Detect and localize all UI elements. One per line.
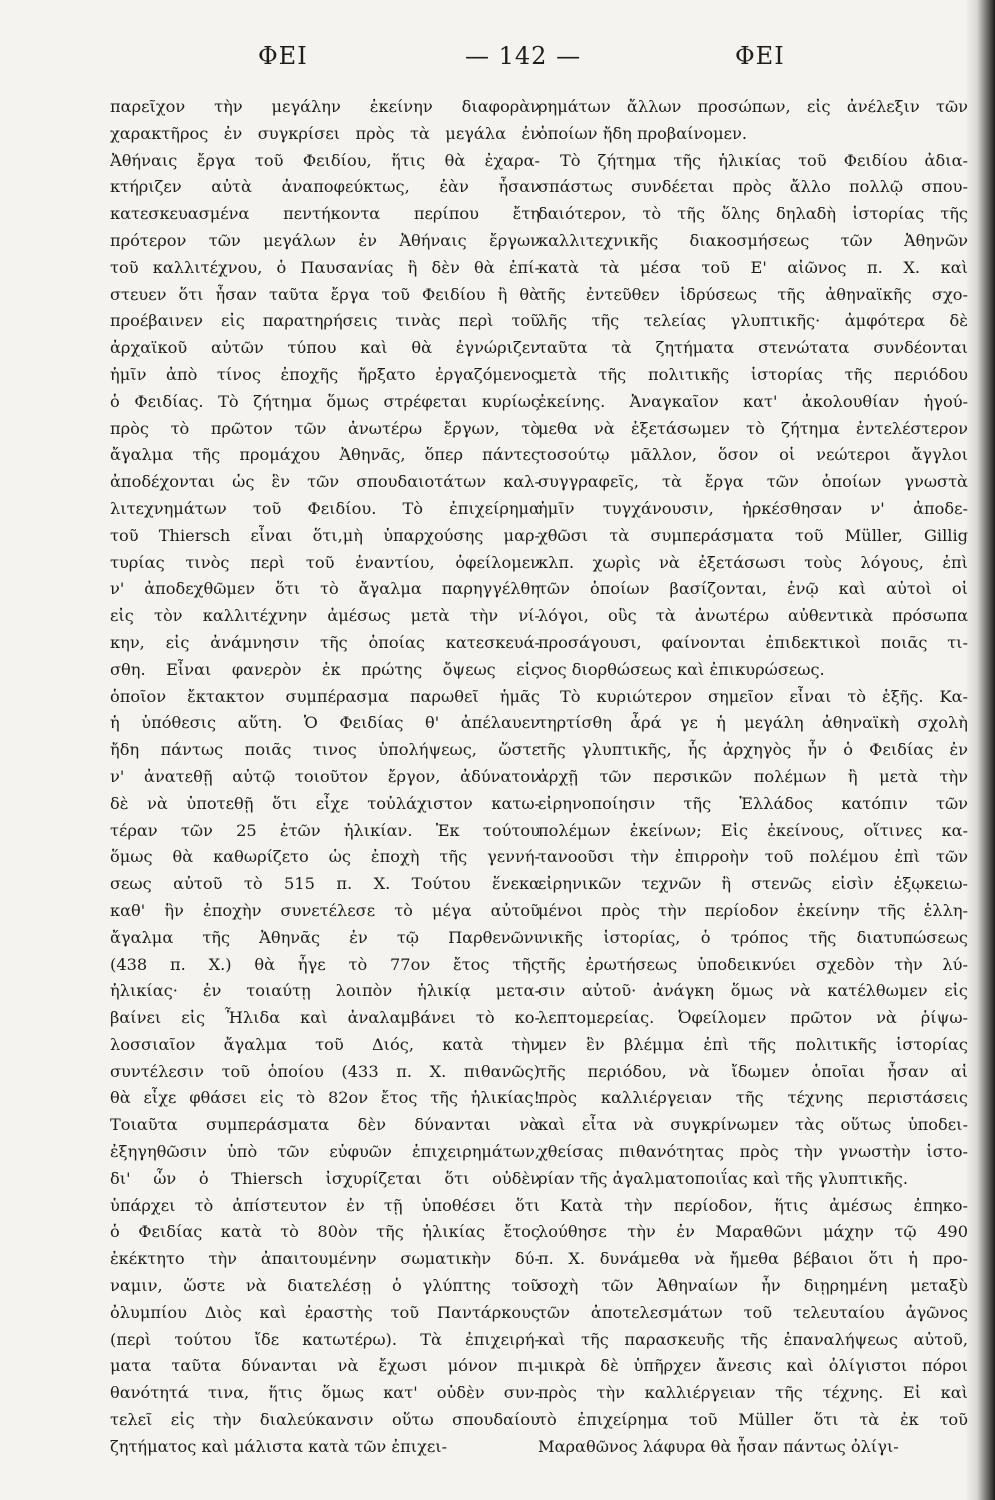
text-line: Ἀθήναις ἔργα τοῦ Φειδίου, ἥτις θὰ ἐχαρα- [110, 150, 540, 170]
text-line: εἰρηνοποίησιν τῆς Ἑλλάδος κατόπιν τῶν [538, 793, 968, 813]
text-line: καὶ εἶτα νὰ συγκρίνωμεν τὰς οὕτως ὑποδει- [538, 1115, 968, 1135]
header-right-word: ΦΕΙ [735, 42, 785, 70]
text-line: ὀλυμπίου Διὸς καὶ ἐραστὴς τοῦ Παντάρκους [110, 1302, 540, 1322]
text-line: τῆς ἐρωτήσεως ὑποδεικνύει σχεδὸν τὴν λύ- [538, 954, 968, 974]
text-line: κην, εἰς ἀνάμνησιν τῆς ὁποίας κατεσκευά- [110, 632, 540, 652]
text-line: συντέλεσιν τοῦ ὁποίου (433 π. Χ. πιθανῶς) [110, 1061, 540, 1081]
text-line: βαίνει εἰς Ἦλιδα καὶ ἀναλαμβάνει τὸ κο- [110, 1008, 540, 1028]
text-line: εἰς τὸν καλλιτέχνην ἀμέσως μετὰ τὴν νί- [110, 606, 540, 626]
header-left-word: ΦΕΙ [258, 42, 308, 70]
text-line: ἐκέκτητο τὴν ἀπαιτουμένην σωματικὴν δύ- [110, 1249, 540, 1269]
text-line: ν' ἀποδεχθῶμεν ὅτι τὸ ἄγαλμα παρηγγέλθη [110, 579, 540, 599]
text-line: τέραν τῶν 25 ἐτῶν ἡλικίαν. Ἐκ τούτου [110, 820, 540, 840]
text-line: ἐκείνης. Ἀναγκαῖον κατ' ἀκολουθίαν ἡγού- [538, 391, 968, 411]
text-line: Τὸ κυριώτερον σημεῖον εἶναι τὸ ἑξῆς. Κα- [560, 686, 968, 706]
text-line: (περὶ τούτου ἴδε κατωτέρω). Τὰ ἐπιχειρή- [110, 1329, 540, 1349]
text-line: κατεσκευασμένα πεντήκοντα περίπου ἔτη [110, 204, 540, 224]
text-line: τὸ ἐπιχείρημα τοῦ Müller ὅτι τὰ ἐκ τοῦ [538, 1410, 968, 1430]
text-line: πρὸς τὸ πρῶτον τῶν ἀνωτέρω ἔργων, τὸ [110, 418, 540, 438]
text-line: ἄγαλμα τῆς προμάχου Ἀθηνᾶς, ὅπερ πάντες [110, 445, 540, 465]
text-line: ὅμως θὰ καθωρίζετο ὡς ἐποχὴ τῆς γεννή- [110, 847, 540, 867]
text-line: ἡλικίας· ἐν τοιαύτῃ λοιπὸν ἡλικίᾳ μετα- [110, 981, 540, 1001]
page-edge-shadow [965, 0, 995, 1500]
text-line: ὁποίων ἤδη προβαίνομεν. [538, 123, 747, 143]
text-line: ὁποῖον ἔκτακτον συμπέρασμα παρωθεῖ ἡμᾶς [110, 686, 540, 706]
text-line: ὁ Φειδίας κατὰ τὸ 80ὸν τῆς ἡλικίας ἔτος [110, 1222, 540, 1242]
text-line: ἄγαλμα τῆς Ἀθηνᾶς ἐν τῷ Παρθενῶνι [110, 927, 540, 947]
text-line: ναμιν, ὥστε νὰ διατελέσῃ ὁ γλύπτης τοῦ [110, 1276, 540, 1296]
text-line: τοσούτῳ μᾶλλον, ὅσον οἱ νεώτεροι ἄγγλοι [538, 445, 968, 465]
text-line: χθείσας πιθανότητας πρὸς τὴν γνωστὴν ἱστο- [538, 1142, 968, 1162]
text-line: λεπτομερείας. Ὀφείλομεν πρῶτον νὰ ῥίψω- [538, 1008, 968, 1028]
text-line: λοσσιαῖον ἄγαλμα τοῦ Διός, κατὰ τὴν [110, 1034, 540, 1054]
text-line: ἡμῖν τυγχάνουσιν, ἠρκέσθησαν ν' ἀποδε- [538, 498, 968, 518]
text-line: τῶν ὁποίων βασίζονται, ἐνῷ καὶ αὐτοὶ οἱ [538, 579, 968, 599]
text-line: σιν αὐτοῦ· ἀνάγκη ὅμως νὰ κατέλθωμεν εἰς [538, 981, 968, 1001]
text-line: (438 π. Χ.) θὰ ἦγε τὸ 77ον ἔτος τῆς [110, 954, 540, 974]
text-line: μικρὰ δὲ ὑπῆρχεν ἄνεσις καὶ ὀλίγιστοι πόροι [538, 1356, 968, 1376]
text-line: τῶν ἀποτελεσμάτων τοῦ τελευταίου ἀγῶνος [538, 1302, 968, 1322]
text-line: δαιότερον, τὸ τῆς ὅλης δηλαδὴ ἱστορίας τῆς [538, 204, 968, 224]
text-line: ὁ Φειδίας. Τὸ ζήτημα ὅμως στρέφεται κυρίως [110, 391, 540, 411]
text-line: χθῶσι τὰ συμπεράσματα τοῦ Müller, Gillig [538, 525, 968, 545]
text-line: νικῆς ἱστορίας, ὁ τρόπος τῆς διατυπώσεως [538, 927, 968, 947]
text-line: τανοοῦσι τὴν ἐπιρροὴν τοῦ πολέμου ἐπὶ τῶν [538, 847, 968, 867]
text-line: σπάστως συνδέεται πρὸς ἄλλο πολλῷ σπου- [538, 177, 968, 197]
page-header [0, 38, 995, 78]
text-line: τῆς γλυπτικῆς, ἧς ἀρχηγὸς ἦν ὁ Φειδίας ἐν [538, 740, 968, 760]
text-line: ἀρχαϊκοῦ αὐτῶν τύπου καὶ θὰ ἐγνώριζεν [110, 338, 540, 358]
text-line: Κατὰ τὴν περίοδον, ἥτις ἀμέσως ἐπηκο- [560, 1195, 968, 1215]
text-line: θανότητά τινα, ἥτις ὅμως κατ' οὐδὲν συν- [110, 1383, 540, 1403]
page-number: — 142 — [465, 42, 582, 70]
right-text-column [538, 94, 968, 1461]
text-line: δὲ νὰ ὑποτεθῇ ὅτι εἶχε τοὐλάχιστον κατω- [110, 793, 540, 813]
text-line: παρεῖχον τὴν μεγάλην ἐκείνην διαφορὰν [110, 97, 540, 116]
text-line: ταῦτα τὰ ζητήματα στενώτατα συνδέονται [538, 338, 968, 358]
text-line: τελεῖ εἰς τὴν διαλεύκανσιν οὕτω σπουδαίου [110, 1410, 540, 1430]
text-line: λῆς τῆς τελείας γλυπτικῆς· ἀμφότερα δὲ [538, 311, 968, 331]
text-line: καθ' ἣν ἐποχὴν συνετέλεσε τὸ μέγα αὐτοῦ [110, 900, 540, 920]
text-line: συγγραφεῖς, τὰ ἔργα τῶν ὁποίων γνωστὰ [538, 472, 968, 492]
text-line: ὑπάρχει τὸ ἀπίστευτον ἐν τῇ ὑποθέσει ὅτι [110, 1195, 540, 1215]
text-line: ἀποδέχονται ὡς ἓν τῶν σπουδαιοτάτων καλ- [110, 472, 540, 492]
text-line: δι' ὧν ὁ Thiersch ἰσχυρίζεται ὅτι οὐδὲν [110, 1168, 540, 1188]
text-line: μεθα νὰ ἐξετάσωμεν τὸ ζήτημα ἐντελέστερον [538, 418, 968, 438]
text-line: τοῦ καλλιτέχνου, ὁ Παυσανίας ἢ δὲν θὰ ἐπί- [110, 257, 540, 277]
text-line: ζητήματος καὶ μάλιστα κατὰ τῶν ἐπιχει- [110, 1436, 448, 1456]
text-line: κατὰ τὰ μέσα τοῦ Ε' αἰῶνος π. Χ. καὶ [538, 257, 968, 277]
text-line: πρὸς τὴν καλλιέργειαν τῆς τέχνης. Εἰ καὶ [538, 1383, 968, 1403]
text-line: καὶ τῆς παρασκευῆς τῆς ἐπαναλήψεως αὐτοῦ, [538, 1329, 968, 1349]
text-line: ἐξηγηθῶσιν ὑπὸ τῶν εὐφυῶν ἐπιχειρημάτων, [110, 1142, 540, 1162]
text-line: πολέμων ἐκείνων; Εἰς ἐκείνους, οἵτινες κα- [538, 820, 968, 840]
text-line: πρότερον τῶν μεγάλων ἐν Ἀθήναις ἔργων [110, 230, 540, 250]
text-line: μετὰ τῆς πολιτικῆς ἱστορίας τῆς περιόδου [538, 364, 968, 384]
text-line: χαρακτῆρος ἐν συγκρίσει πρὸς τὰ μεγάλα ἐν [110, 123, 540, 143]
text-line: προέβαινεν εἰς παρατηρήσεις τινὰς περὶ τοῦ [110, 311, 540, 331]
text-line: νος διορθώσεως καὶ ἐπικυρώσεως. [538, 659, 825, 679]
text-line: λόγοι, οὓς τὰ ἀνωτέρω αὐθεντικὰ πρόσωπα [538, 606, 968, 626]
text-line: στευεν ὅτι ἦσαν ταῦτα ἔργα τοῦ Φειδίου ἢ θὰ [110, 284, 540, 304]
text-line: ρίαν τῆς ἀγαλματοποιΐας καὶ τῆς γλυπτικῆς. [538, 1168, 908, 1188]
text-line: ἤδη πάντως ποιᾶς τινος ὑπολήψεως, ὥστε [110, 740, 540, 760]
text-line: ν' ἀνατεθῇ αὐτῷ τοιοῦτον ἔργον, ἀδύνατον [110, 766, 540, 786]
text-line: σεως αὐτοῦ τὸ 515 π. Χ. Τούτου ἕνεκα [110, 874, 540, 894]
text-line: Μαραθῶνος λάφυρα θὰ ἦσαν πάντως ὀλίγι- [538, 1436, 899, 1456]
text-line: ἡμῖν ἀπὸ τίνος ἐποχῆς ἤρξατο ἐργαζόμενος [110, 364, 540, 384]
text-line: ἀρχῇ τῶν περσικῶν πολέμων ἢ μετὰ τὴν [538, 766, 968, 786]
text-line: κτήριζεν αὐτὰ ἀναποφεύκτως, ἐὰν ἦσαν [110, 177, 540, 197]
text-line: μεν ἓν βλέμμα ἐπὶ τῆς πολιτικῆς ἱστορίας [538, 1034, 968, 1054]
text-line: κλπ. χωρὶς νὰ ἐξετάσωσι τοὺς λόγους, ἐπὶ [538, 552, 968, 572]
text-line: Τοιαῦτα συμπεράσματα δὲν δύνανται νὰ [110, 1115, 540, 1135]
text-line: σοχὴ τῶν Ἀθηναίων ἦν διῃρημένη μεταξὺ [538, 1276, 968, 1296]
text-line: ρημάτων ἄλλων προσώπων, εἰς ἀνέλεξιν τῶν [538, 97, 968, 116]
text-line: τοῦ Thiersch εἶναι ὅτι,μὴ ὑπαρχούσης μαρ- [110, 525, 540, 545]
left-text-column [110, 94, 540, 1461]
text-line: θὰ εἶχε φθάσει εἰς τὸ 82ον ἔτος τῆς ἡλικίας! [110, 1088, 540, 1108]
text-line: λιτεχνημάτων τοῦ Φειδίου. Τὸ ἐπιχείρημα [110, 498, 540, 518]
text-line: τυρίας τινὸς περὶ τοῦ ἐναντίου, ὀφείλομεν [110, 552, 540, 572]
text-line: μένοι πρὸς τὴν περίοδον ἐκείνην τῆς ἑλλη- [538, 900, 968, 920]
text-line: ματα ταῦτα δύνανται νὰ ἔχωσι μόνον πι- [110, 1356, 540, 1376]
text-line: τῆς ἐντεῦθεν ἱδρύσεως τῆς ἀθηναϊκῆς σχο- [538, 284, 968, 304]
text-line: πρὸς καλλιέργειαν τῆς τέχνης περιστάσεις [538, 1088, 968, 1108]
text-line: Τὸ ζήτημα τῆς ἡλικίας τοῦ Φειδίου ἀδια- [560, 150, 968, 170]
text-line: τηρτίσθη ἆρά γε ἡ μεγάλη ἀθηναϊκὴ σχολὴ [538, 713, 968, 733]
text-line: προσάγουσι, φαίνονται ἐπιδεκτικοὶ ποιᾶς τι- [538, 632, 968, 652]
text-line: τῆς περιόδου, νὰ ἴδωμεν ὁποῖαι ἦσαν αἱ [538, 1061, 968, 1081]
text-line: λούθησε τὴν ἐν Μαραθῶνι μάχην τῷ 490 [538, 1222, 968, 1242]
text-line: εἰρηνικῶν τεχνῶν ἢ στενῶς εἰσὶν ἐξῳκειω- [538, 874, 968, 894]
text-line: π. Χ. δυνάμεθα νὰ ἤμεθα βέβαιοι ὅτι ἡ προ- [538, 1249, 968, 1269]
text-line: καλλιτεχνικῆς διακοσμήσεως τῶν Ἀθηνῶν [538, 230, 968, 250]
text-line: σθη. Εἶναι φανερὸν ἐκ πρώτης ὄψεως εἰς [110, 659, 540, 679]
text-line: ἡ ὑπόθεσις αὕτη. Ὁ Φειδίας θ' ἀπέλαυεν [110, 713, 540, 733]
